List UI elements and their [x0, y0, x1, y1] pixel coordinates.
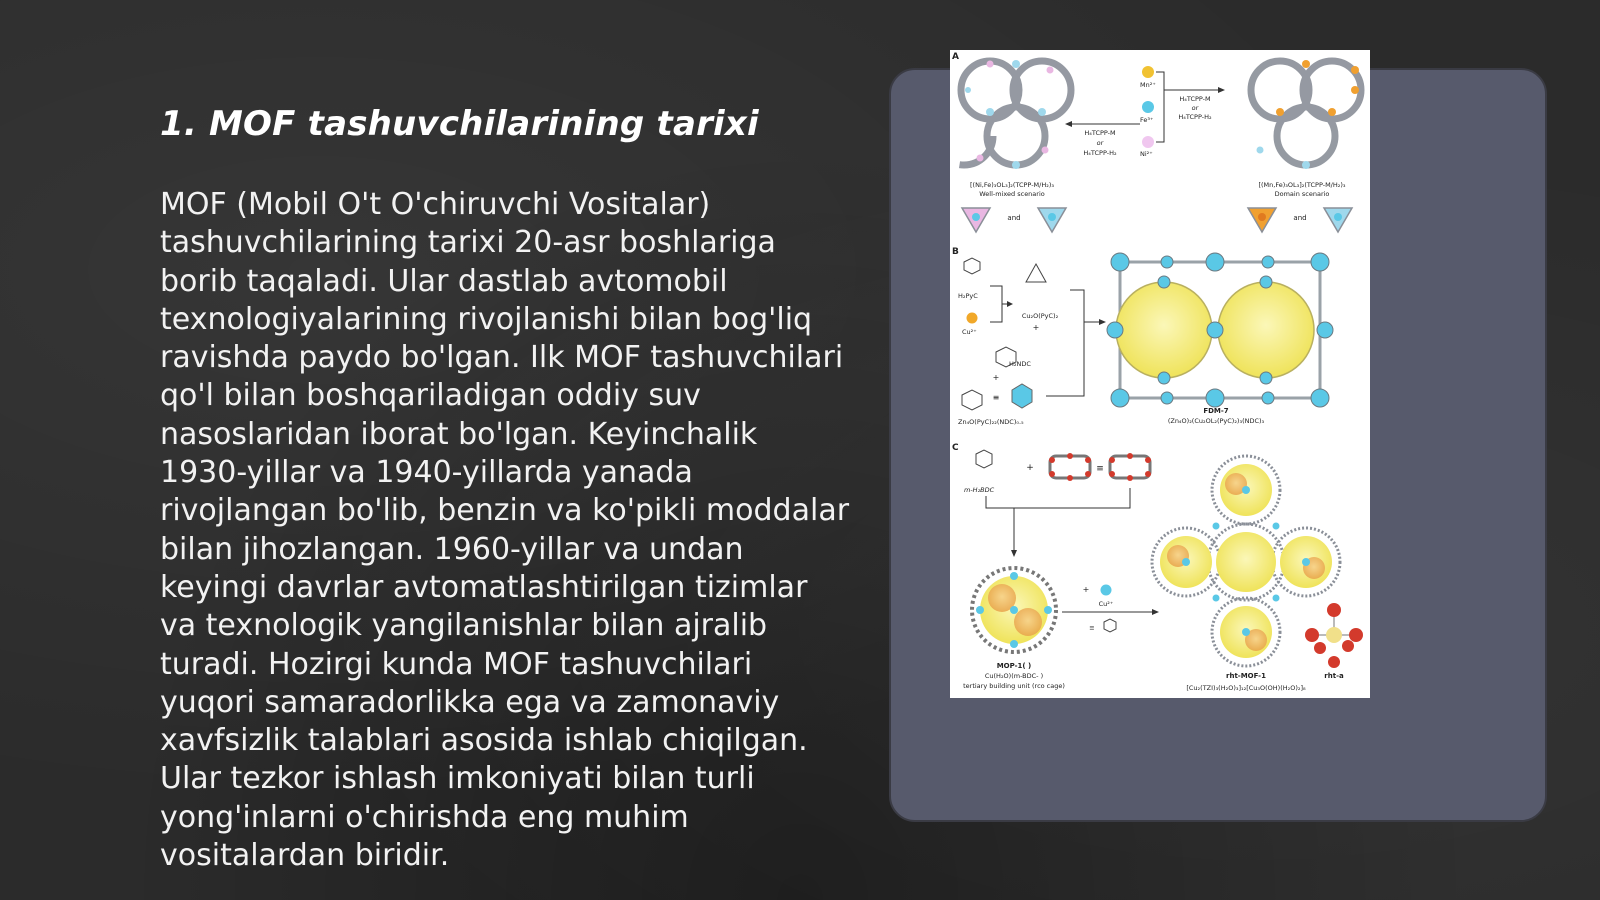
slide-body-text: MOF (Mobil O't O'chiruvchi Vositalar) tashuvchilarining tarixi 20-asr boshlariga borib taqaladi. Ular dastlab avtomobil texnologiyalarining rivojlanishi bilan bog'liq ravishda paydo bo'lgan. Ilk MOF tashuvchilari qo'l bilan boshqariladigan oddiy suv nasoslaridan iborat bo'lgan. Keyinchalik 1930-yillar va 1940-yillarda yanada rivojlangan bo'lib, benzin va ko'pikli moddalar bilan jihozlangan. 1960-yillar va undan keyingi davrlar avtomatlashtirilgan tizimlar va texnologik yangilanishlar bilan ajralib turadi. Hozirgi kunda MOF tashuvchilari yuqori samaradorlikka ega va zamonaviy xavfsizlik talablari asosida ishlab chiqilgan. Ular tezkor ishlash imkoniyati bilan turli yong'inlarni o'chirishda eng muhim vositalardan biridir. — [160, 187, 850, 874]
mop1-label: MOP-1( ) — [996, 662, 1032, 670]
fdm7-formula: (Zn₄O)₂(Cu₂OL₂(PyC)₂)₃(NDC)₃ — [1167, 417, 1265, 425]
metal-mn: Mn²⁺ — [1140, 81, 1156, 89]
metal-fe: Fe³⁺ — [1140, 116, 1154, 124]
fdm7-structure — [1107, 253, 1333, 407]
mof-framework-right — [1251, 61, 1361, 165]
mof-figure — [950, 50, 1370, 698]
svg-text:H₄TCPP-H₂: H₄TCPP-H₂ — [1083, 149, 1117, 157]
mop1-formula: Cu(H₂O)(m-BDC- ) — [984, 672, 1044, 680]
svg-text:+: + — [1032, 323, 1040, 332]
mop1-caption: tertiary building unit (rco cage) — [963, 682, 1065, 690]
mop1-cage — [972, 568, 1056, 652]
svg-text:H₄TCPP-M: H₄TCPP-M — [1084, 129, 1116, 137]
panel-a-left-caption: Well-mixed scenario — [979, 190, 1045, 198]
metal-ni: Ni²⁺ — [1140, 150, 1153, 158]
svg-text:or: or — [1096, 139, 1104, 147]
cluster-label: Zn₄O(PyC)₂₂(NDC)₀.₅ — [958, 418, 1024, 426]
svg-text:Cu²⁺: Cu²⁺ — [962, 328, 977, 336]
rht-mof1-formula: [Cu₂(TZI)₃(H₂O)₃]₁₂[Cu₃O(OH)(H₂O)₂]₈ — [1186, 684, 1306, 692]
svg-text:or: or — [1191, 104, 1199, 112]
svg-text:≡: ≡ — [1089, 624, 1095, 632]
svg-text:and: and — [1293, 214, 1307, 222]
svg-text:and: and — [1007, 214, 1021, 222]
panel-b-label: B — [952, 247, 959, 257]
rht-a-net — [1305, 603, 1363, 668]
mof-framework-left — [950, 61, 1071, 165]
svg-text:≡: ≡ — [992, 393, 1000, 402]
panel-a-label: A — [952, 52, 959, 62]
svg-text:m-H₂BDC: m-H₂BDC — [964, 486, 995, 494]
rht-a-label: rht-a — [1324, 672, 1344, 680]
svg-text:H₄TCPP-M: H₄TCPP-M — [1179, 95, 1211, 103]
panel-c-label: C — [952, 443, 959, 453]
panel-a-right-caption: Domain scenario — [1274, 190, 1330, 198]
slide-title: 1. MOF tashuvchilarining tarixi — [160, 104, 759, 144]
svg-text:+: + — [992, 373, 1000, 382]
svg-text:H₄TCPP-H₂: H₄TCPP-H₂ — [1178, 113, 1212, 121]
complex-label: Cu₂O(PyC)₂ — [1021, 312, 1059, 320]
fdm7-label: FDM-7 — [1203, 407, 1229, 415]
svg-text:+: + — [1026, 463, 1034, 473]
svg-text:+: + — [1082, 585, 1090, 594]
svg-text:≡: ≡ — [1096, 464, 1104, 474]
svg-text:H₂PyC: H₂PyC — [958, 292, 978, 300]
metal-ions — [1142, 66, 1154, 148]
rht-mof1-label: rht-MOF-1 — [1226, 672, 1266, 680]
panel-a-right-formula: [(Mn,Fe)₃OL₃]₂(TCPP-M/H₂)₃ — [1258, 181, 1346, 189]
panel-a-left-formula: [(Ni,Fe)₃OL₃]₂(TCPP-M/H₂)₃ — [970, 181, 1054, 189]
svg-text:H₂NDC: H₂NDC — [1009, 360, 1031, 368]
svg-text:Cu²⁺: Cu²⁺ — [1098, 600, 1114, 608]
